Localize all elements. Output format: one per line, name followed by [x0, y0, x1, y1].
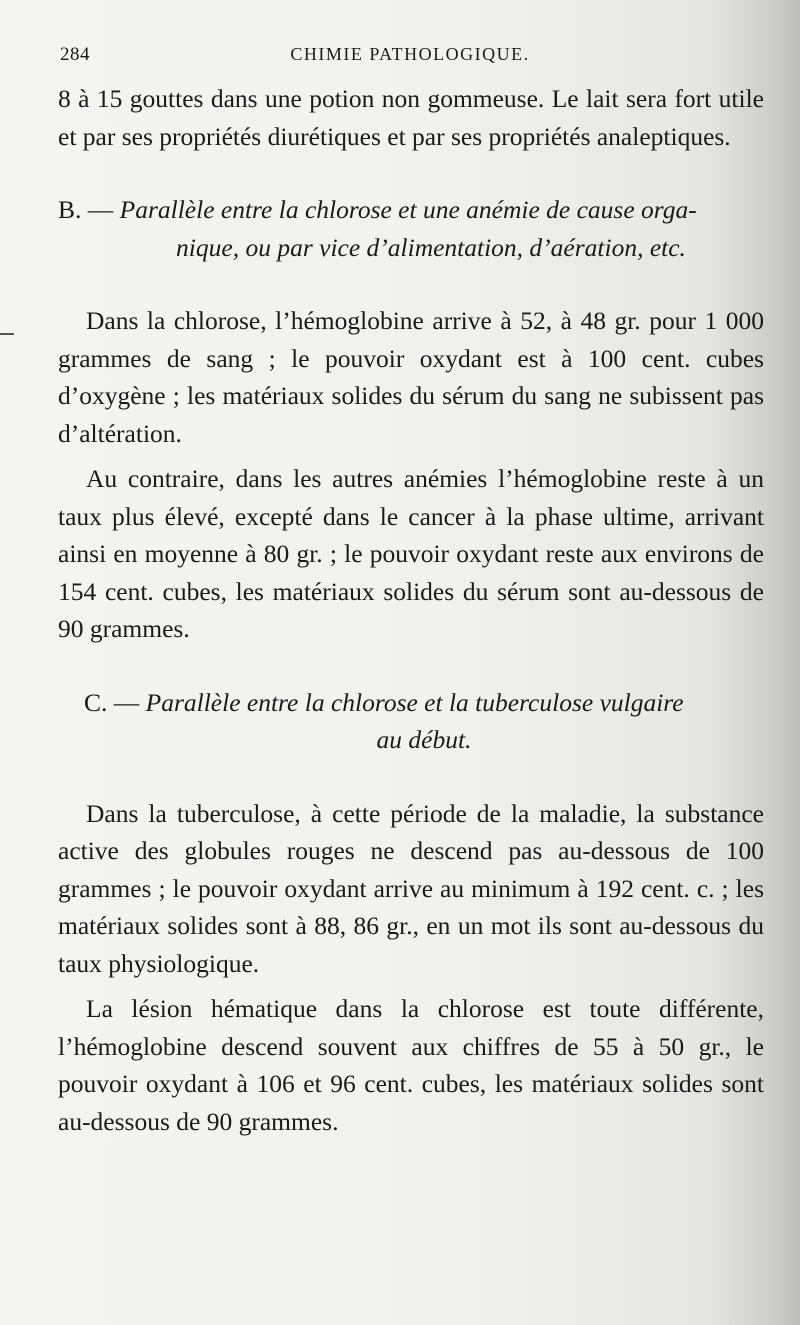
margin-mark	[0, 333, 14, 335]
section-b-title-line1: Parallèle entre la chlorose et une anémie de cause orga-	[119, 195, 697, 224]
section-c-heading	[58, 684, 764, 759]
page-header	[58, 44, 762, 74]
paragraph-3: Au contraire, dans les autres anémies l’hémoglobine reste à un taux plus élevé, excepté dans le cancer à la phase ultime, arrivant ainsi en moyenne à 80 gr. ; le pouvoir oxydant reste aux environs de 154 cent. cubes, les matériaux solides du sérum sont au-dessous de 90 grammes.	[58, 464, 764, 643]
section-c-letter: C. —	[84, 687, 146, 717]
paragraph-2: Dans la chlorose, l’hémoglobine arrive à 52, à 48 gr. pour 1 000 grammes de sang ; le pouvoir oxydant est à 100 cent. cubes d’oxygène ; les matériaux solides du sérum du sang ne subissent pas d’altération.	[58, 306, 764, 448]
section-b-letter: B. —	[58, 195, 120, 224]
page-body	[58, 80, 764, 1140]
section-b-heading	[58, 191, 764, 266]
page-number: 284	[60, 44, 90, 65]
paragraph-1: 8 à 15 gouttes dans une potion non gommeuse. Le lait sera fort utile et par ses propriétés diurétiques et par ses propriétés analeptiques.	[58, 84, 764, 151]
paragraph-4: Dans la tuberculose, à cette période de la maladie, la substance active des globules rouges ne descend pas au-dessous de 100 grammes ; le pouvoir oxydant arrive au minimum à 192 cent. c. ; les matériaux solides sont à 88, 86 gr., en un mot ils sont au-dessous du taux physiologique.	[58, 798, 764, 978]
section-c-title-line2: au début.	[376, 725, 472, 754]
section-b-title-line2: nique, ou par vice d’alimentation, d’aération, etc.	[176, 232, 686, 262]
section-c-title-line1: Parallèle entre la chlorose et la tuberculose vulgaire	[145, 687, 684, 717]
paragraph-5: La lésion hématique dans la chlorose est toute différente, l’hémoglobine descend souvent aux chiffres de 55 à 50 gr., le pouvoir oxydant à 106 et 96 cent. cubes, les matériaux solides sont au-dessous de 90 grammes.	[58, 994, 764, 1136]
running-title: CHIMIE PATHOLOGIQUE.	[290, 44, 530, 64]
